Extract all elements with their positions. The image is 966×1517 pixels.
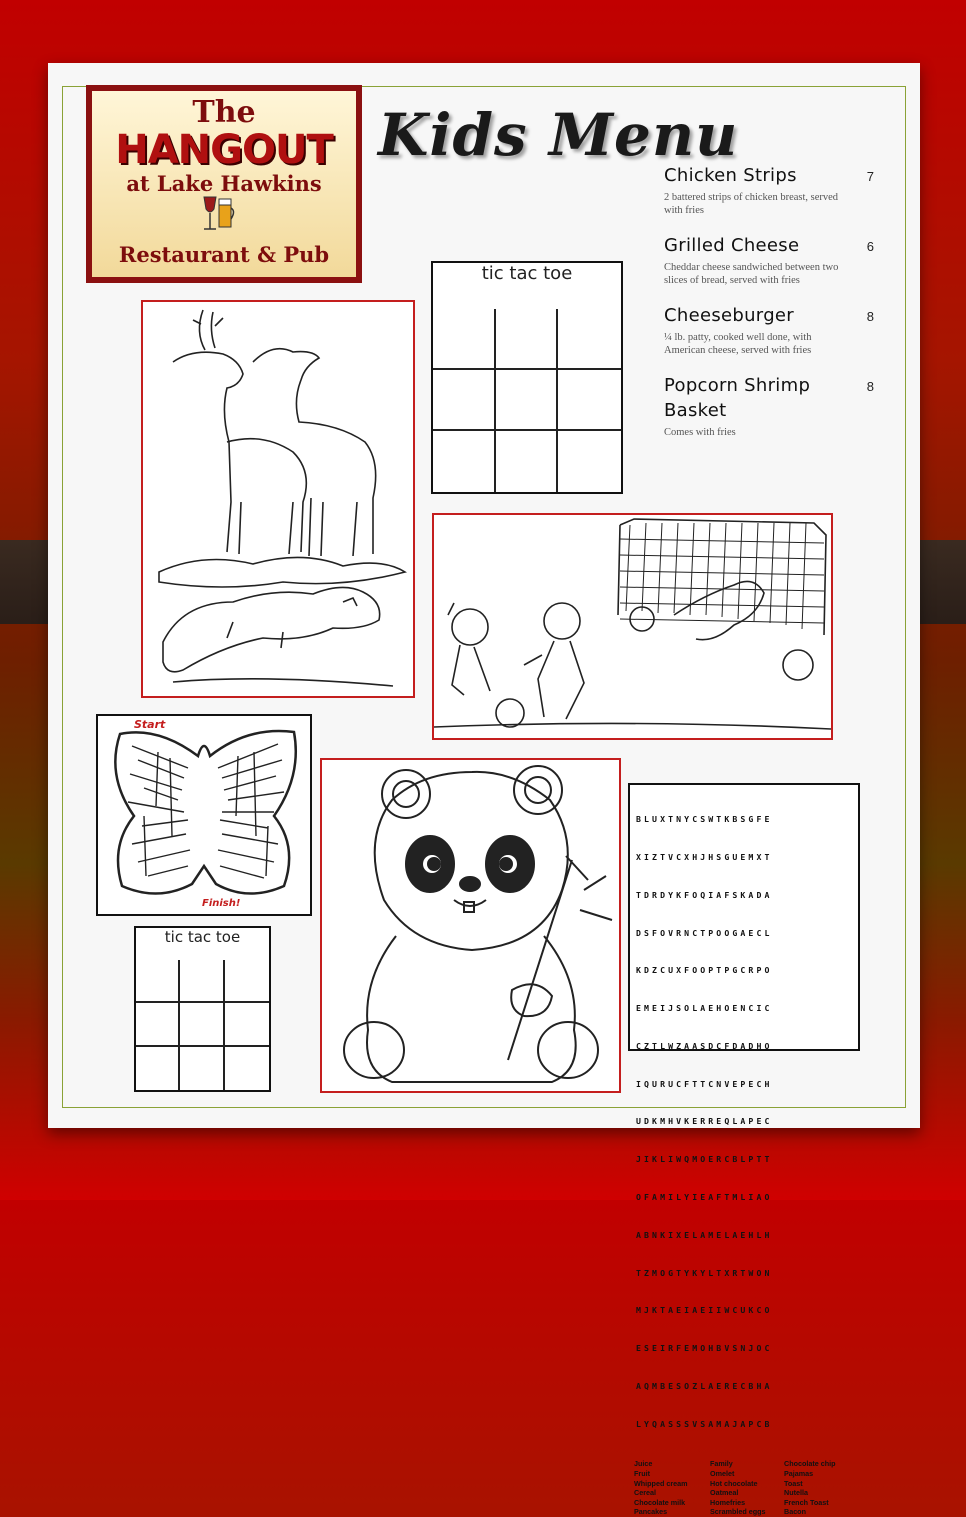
- ws-word: Oatmeal: [710, 1488, 739, 1498]
- menu-item: [664, 303, 874, 357]
- menu-item-price: 8: [866, 309, 874, 324]
- soccer-drawing: [434, 515, 831, 738]
- ws-word: Toast: [784, 1478, 803, 1488]
- ws-word: Chocolate milk: [634, 1497, 686, 1507]
- ttt-cell[interactable]: [558, 370, 621, 431]
- ttt-cell[interactable]: [136, 1003, 180, 1046]
- ttt-cell[interactable]: [180, 960, 224, 1003]
- ws-word: Nutella: [784, 1488, 808, 1498]
- logo-restaurant-pub: Restaurant & Pub: [118, 242, 330, 267]
- ws-word: Juice: [634, 1459, 653, 1469]
- ws-word: Chocolate chip: [784, 1459, 836, 1469]
- menu-item-price: 7: [866, 169, 874, 184]
- menu-item-desc: Cheddar cheese sandwiched between two slices of bread, served with fries: [664, 262, 839, 286]
- menu-item-desc: ¼ lb. patty, cooked well done, with American cheese, served with fries: [664, 332, 812, 356]
- soccer-coloring: [432, 513, 833, 740]
- ws-row: TZMOGTYKYLTXRTWON: [636, 1267, 773, 1278]
- menu-item-name: Cheeseburger: [664, 305, 794, 326]
- ttt-cell[interactable]: [433, 370, 496, 431]
- ttt-cell[interactable]: [496, 431, 559, 492]
- ws-row: CZTLWZAASDCFDADHO: [636, 1040, 773, 1051]
- ws-word: Pancakes: [634, 1507, 668, 1517]
- ttt-cell[interactable]: [180, 1047, 224, 1090]
- butterfly-maze-drawing[interactable]: [98, 716, 310, 914]
- ttt-cell[interactable]: [225, 960, 269, 1003]
- menu-item-name: Chicken Strips: [664, 165, 797, 186]
- menu-item-price: 6: [866, 239, 874, 254]
- wine-beer-icon: [200, 195, 236, 235]
- panda-drawing: [322, 760, 619, 1091]
- ws-row: KDZCUXFOOPTPGCRPO: [636, 965, 773, 976]
- tic-tac-toe-grid[interactable]: [136, 960, 269, 1090]
- menu-item-price: 8: [866, 379, 874, 394]
- ws-word: Family: [710, 1459, 733, 1469]
- tic-tac-toe-grid[interactable]: [433, 309, 621, 492]
- word-search-grid: [630, 785, 858, 1455]
- logo-lake: at Lake Hawkins: [126, 171, 322, 196]
- ws-row: LYQASSSVSAMAJAPCB: [636, 1418, 773, 1429]
- ws-row: EMEIJSOLAEHOENCIC: [636, 1003, 773, 1014]
- logo-the: The: [192, 95, 256, 130]
- ws-word: Hot chocolate: [710, 1478, 758, 1488]
- deer-alligator-coloring: [141, 300, 415, 698]
- page-title: Kids Menu: [378, 101, 739, 169]
- menu-item-desc: 2 battered strips of chicken breast, served with fries: [664, 192, 839, 216]
- ttt-cell[interactable]: [558, 309, 621, 370]
- ws-word: Homefries: [710, 1497, 746, 1507]
- tic-tac-toe-large[interactable]: [431, 261, 623, 494]
- ttt-cell[interactable]: [433, 309, 496, 370]
- ws-word-column: [710, 1459, 784, 1517]
- ttt-cell[interactable]: [180, 1003, 224, 1046]
- ttt-cell[interactable]: [558, 431, 621, 492]
- ws-word: Omelet: [710, 1469, 735, 1479]
- menu-item-name: Popcorn Shrimp Basket: [664, 375, 811, 421]
- ws-row: ESEIRFEMOHBVSNJOC: [636, 1343, 773, 1354]
- ws-row: DSFOVRNCTPOOGAECL: [636, 927, 773, 938]
- ws-row: TDRDYKFOQIAFSKADA: [636, 889, 773, 900]
- ws-row: IQURUCFTTCNVEPECH: [636, 1078, 773, 1089]
- ws-row: UDKMHVKERREQLAPEC: [636, 1116, 773, 1127]
- maze-start-label: Start: [134, 718, 166, 731]
- ttt-cell[interactable]: [225, 1003, 269, 1046]
- tic-tac-toe-title: tic tac toe: [481, 263, 573, 284]
- ws-word: Fruit: [634, 1469, 650, 1479]
- maze-finish-label: Finish!: [202, 898, 241, 909]
- menu-item-name: Grilled Cheese: [664, 235, 800, 256]
- ttt-cell[interactable]: [225, 1047, 269, 1090]
- tic-tac-toe-small[interactable]: [134, 926, 271, 1092]
- ws-word: Scrambled eggs: [710, 1507, 766, 1517]
- ws-word-column: [784, 1459, 854, 1517]
- ttt-cell[interactable]: [136, 1047, 180, 1090]
- ws-row: ABNKIXELAMELAEHLH: [636, 1229, 773, 1240]
- menu-item: [664, 163, 874, 217]
- logo-hangout: HANGOUT: [115, 127, 333, 173]
- ws-word: Pajamas: [784, 1469, 814, 1479]
- ws-row: OFAMILYIEAFTMLIAO: [636, 1192, 773, 1202]
- ws-word-column: [634, 1459, 710, 1517]
- ws-row: BLUXTNYCSWTKBSGFE: [636, 814, 773, 825]
- ws-row: JIKLIWQMOERCBLPTT: [636, 1154, 773, 1165]
- butterfly-maze[interactable]: [96, 714, 312, 916]
- ws-word: Bacon: [784, 1507, 806, 1517]
- kids-menu-sheet: [48, 63, 920, 1517]
- tic-tac-toe-title: tic tac toe: [164, 928, 241, 946]
- menu-list: [664, 163, 874, 455]
- restaurant-logo: [86, 85, 362, 283]
- ttt-cell[interactable]: [433, 431, 496, 492]
- menu-item: [664, 373, 874, 439]
- ws-row: AQMBESOZLAERECBHA: [636, 1380, 773, 1391]
- deer-alligator-drawing: [143, 302, 413, 696]
- ws-row: MJKTAEIAEIIWCUKCO: [636, 1305, 773, 1316]
- menu-item: [664, 233, 874, 287]
- word-search[interactable]: [628, 783, 860, 1517]
- ttt-cell[interactable]: [496, 309, 559, 370]
- ws-row: XIZTVCXHJHSGUEMXT: [636, 851, 773, 862]
- menu-item-desc: Comes with fries: [664, 427, 736, 438]
- ttt-cell[interactable]: [496, 370, 559, 431]
- panda-coloring: [320, 758, 621, 1093]
- ws-word: Cereal: [634, 1488, 656, 1498]
- ttt-cell[interactable]: [136, 960, 180, 1003]
- ws-word: Whipped cream: [634, 1478, 688, 1488]
- ws-word: French Toast: [784, 1497, 829, 1507]
- word-search-word-list: [630, 1455, 858, 1517]
